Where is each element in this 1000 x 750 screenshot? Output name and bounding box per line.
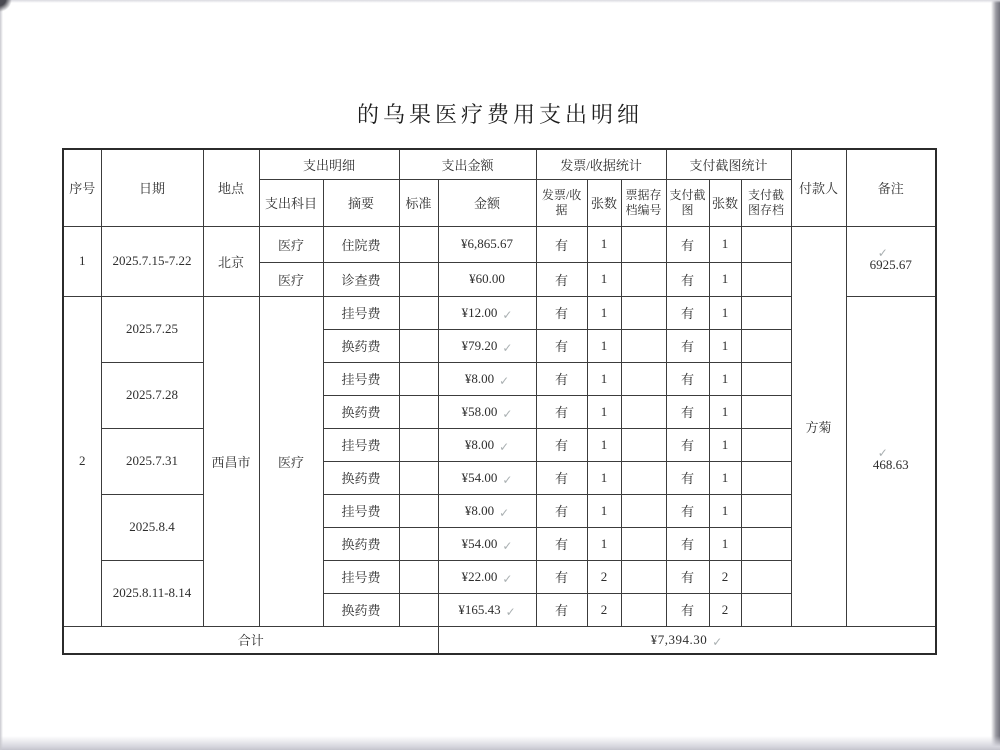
screenshot-cell: 有 bbox=[666, 560, 709, 593]
amount-cell: ¥165.43 ✓ bbox=[438, 593, 536, 626]
invoice-cell: 有 bbox=[536, 329, 587, 362]
screenshot-cell: 有 bbox=[666, 428, 709, 461]
screenshot-cell: 有 bbox=[666, 494, 709, 527]
page-edge-bottom bbox=[0, 736, 1000, 750]
header-screenshot-archive: 支付截图存档 bbox=[741, 179, 791, 226]
screenshot-archive-cell bbox=[741, 560, 791, 593]
amount-cell: ¥12.00 ✓ bbox=[438, 296, 536, 329]
amount-cell: ¥54.00 ✓ bbox=[438, 461, 536, 494]
date-cell: 2025.8.4 bbox=[101, 494, 203, 560]
invoice-archive-cell bbox=[621, 428, 666, 461]
invoice-archive-cell bbox=[621, 560, 666, 593]
screenshot-count-cell: 1 bbox=[709, 262, 741, 296]
screenshot-count-cell: 1 bbox=[709, 494, 741, 527]
document-title: 的乌果医疗费用支出明细 bbox=[356, 102, 643, 127]
check-icon: ✓ bbox=[502, 340, 513, 355]
header-place: 地点 bbox=[203, 149, 259, 226]
seq-cell: 1 bbox=[63, 226, 101, 296]
amount-cell: ¥60.00 bbox=[438, 262, 536, 296]
header-payer: 付款人 bbox=[791, 149, 846, 226]
check-icon: ✓ bbox=[877, 246, 888, 260]
invoice-cell: 有 bbox=[536, 296, 587, 329]
summary-cell: 换药费 bbox=[323, 527, 399, 560]
screenshot-archive-cell bbox=[741, 494, 791, 527]
summary-cell: 住院费 bbox=[323, 226, 399, 262]
amount-cell: ¥8.00 ✓ bbox=[438, 428, 536, 461]
check-icon: ✓ bbox=[502, 406, 513, 421]
invoice-count-cell: 1 bbox=[587, 296, 621, 329]
remark-cell bbox=[846, 296, 936, 626]
standard-cell bbox=[399, 226, 438, 262]
header-screenshot: 支付截图 bbox=[666, 179, 709, 226]
invoice-cell: 有 bbox=[536, 362, 587, 395]
invoice-count-cell: 1 bbox=[587, 494, 621, 527]
summary-cell: 诊查费 bbox=[323, 262, 399, 296]
date-cell: 2025.8.11-8.14 bbox=[101, 560, 203, 626]
standard-cell bbox=[399, 262, 438, 296]
remark-cell bbox=[846, 226, 936, 296]
check-icon: ✓ bbox=[499, 439, 510, 454]
invoice-archive-cell bbox=[621, 296, 666, 329]
category-cell: 医疗 bbox=[259, 226, 323, 262]
screenshot-count-cell: 1 bbox=[709, 428, 741, 461]
screenshot-cell: 有 bbox=[666, 296, 709, 329]
total-row bbox=[63, 626, 936, 654]
screenshot-count-cell: 1 bbox=[709, 527, 741, 560]
standard-cell bbox=[399, 395, 438, 428]
screenshot-count-cell: 1 bbox=[709, 226, 741, 262]
amount-cell: ¥6,865.67 bbox=[438, 226, 536, 262]
place-cell: 北京 bbox=[203, 226, 259, 296]
header-amount: 金额 bbox=[438, 179, 536, 226]
category-cell: 医疗 bbox=[259, 296, 323, 626]
invoice-archive-cell bbox=[621, 329, 666, 362]
total-amount-cell: ¥7,394.30 ✓ bbox=[438, 626, 936, 654]
standard-cell bbox=[399, 560, 438, 593]
screenshot-archive-cell bbox=[741, 593, 791, 626]
seq-cell: 2 bbox=[63, 296, 101, 626]
standard-cell bbox=[399, 527, 438, 560]
invoice-count-cell: 1 bbox=[587, 329, 621, 362]
date-cell: 2025.7.28 bbox=[101, 362, 203, 428]
invoice-count-cell: 2 bbox=[587, 560, 621, 593]
invoice-count-cell: 1 bbox=[587, 527, 621, 560]
screenshot-archive-cell bbox=[741, 428, 791, 461]
header-seq: 序号 bbox=[63, 149, 101, 226]
remark-value: 468.63 bbox=[872, 457, 909, 472]
invoice-count-cell: 1 bbox=[587, 395, 621, 428]
screenshot-cell: 有 bbox=[666, 262, 709, 296]
amount-cell: ¥54.00 ✓ bbox=[438, 527, 536, 560]
amount-cell: ¥8.00 ✓ bbox=[438, 362, 536, 395]
screenshot-archive-cell bbox=[741, 329, 791, 362]
screenshot-archive-cell bbox=[741, 262, 791, 296]
header-remark: 备注 bbox=[846, 149, 936, 226]
invoice-count-cell: 1 bbox=[587, 262, 621, 296]
invoice-cell: 有 bbox=[536, 527, 587, 560]
header-expense-detail-group: 支出明细 bbox=[259, 149, 399, 179]
invoice-cell: 有 bbox=[536, 461, 587, 494]
date-cell: 2025.7.25 bbox=[101, 296, 203, 362]
header-row-groups bbox=[63, 149, 936, 179]
header-screenshot-group: 支付截图统计 bbox=[666, 149, 791, 179]
screenshot-archive-cell bbox=[741, 362, 791, 395]
invoice-archive-cell bbox=[621, 262, 666, 296]
summary-cell: 换药费 bbox=[323, 395, 399, 428]
invoice-archive-cell bbox=[621, 461, 666, 494]
place-cell: 西昌市 bbox=[203, 296, 259, 626]
screenshot-archive-cell bbox=[741, 527, 791, 560]
invoice-count-cell: 1 bbox=[587, 461, 621, 494]
screenshot-count-cell: 1 bbox=[709, 329, 741, 362]
category-cell: 医疗 bbox=[259, 262, 323, 296]
invoice-cell: 有 bbox=[536, 494, 587, 527]
header-sheets-1: 张数 bbox=[587, 179, 621, 226]
check-icon: ✓ bbox=[505, 604, 516, 619]
header-invoice-group: 发票/收据统计 bbox=[536, 149, 666, 179]
invoice-archive-cell bbox=[621, 527, 666, 560]
invoice-count-cell: 1 bbox=[587, 226, 621, 262]
screenshot-cell: 有 bbox=[666, 395, 709, 428]
invoice-archive-cell bbox=[621, 362, 666, 395]
screenshot-archive-cell bbox=[741, 296, 791, 329]
screenshot-archive-cell bbox=[741, 226, 791, 262]
screenshot-cell: 有 bbox=[666, 329, 709, 362]
invoice-cell: 有 bbox=[536, 560, 587, 593]
header-summary: 摘要 bbox=[323, 179, 399, 226]
invoice-cell: 有 bbox=[536, 226, 587, 262]
payer-cell: 方菊 bbox=[791, 226, 846, 626]
invoice-count-cell: 2 bbox=[587, 593, 621, 626]
screenshot-cell: 有 bbox=[666, 527, 709, 560]
check-icon: ✓ bbox=[712, 634, 723, 649]
check-icon: ✓ bbox=[499, 373, 510, 388]
invoice-archive-cell bbox=[621, 226, 666, 262]
invoice-cell: 有 bbox=[536, 395, 587, 428]
header-standard: 标准 bbox=[399, 179, 438, 226]
screenshot-count-cell: 1 bbox=[709, 461, 741, 494]
invoice-archive-cell bbox=[621, 593, 666, 626]
amount-cell: ¥58.00 ✓ bbox=[438, 395, 536, 428]
amount-cell: ¥8.00 ✓ bbox=[438, 494, 536, 527]
standard-cell bbox=[399, 494, 438, 527]
summary-cell: 换药费 bbox=[323, 593, 399, 626]
standard-cell bbox=[399, 362, 438, 395]
screenshot-archive-cell bbox=[741, 461, 791, 494]
invoice-count-cell: 1 bbox=[587, 362, 621, 395]
page-edge-top bbox=[0, 0, 1000, 3]
summary-cell: 换药费 bbox=[323, 329, 399, 362]
invoice-cell: 有 bbox=[536, 593, 587, 626]
screenshot-cell: 有 bbox=[666, 593, 709, 626]
invoice-archive-cell bbox=[621, 494, 666, 527]
header-sheets-2: 张数 bbox=[709, 179, 741, 226]
check-icon: ✓ bbox=[502, 538, 513, 553]
standard-cell bbox=[399, 329, 438, 362]
screenshot-cell: 有 bbox=[666, 461, 709, 494]
amount-cell: ¥79.20 ✓ bbox=[438, 329, 536, 362]
invoice-cell: 有 bbox=[536, 428, 587, 461]
screenshot-count-cell: 2 bbox=[709, 593, 741, 626]
standard-cell bbox=[399, 461, 438, 494]
header-invoice-archive-no: 票据存档编号 bbox=[621, 179, 666, 226]
summary-cell: 挂号费 bbox=[323, 428, 399, 461]
invoice-archive-cell bbox=[621, 395, 666, 428]
invoice-count-cell: 1 bbox=[587, 428, 621, 461]
check-icon: ✓ bbox=[502, 571, 513, 586]
check-icon: ✓ bbox=[877, 446, 888, 460]
check-icon: ✓ bbox=[502, 307, 513, 322]
summary-cell: 挂号费 bbox=[323, 296, 399, 329]
header-expense-amount-group: 支出金额 bbox=[399, 149, 536, 179]
header-date: 日期 bbox=[101, 149, 203, 226]
header-invoice: 发票/收据 bbox=[536, 179, 587, 226]
total-label-cell: 合计 bbox=[63, 626, 438, 654]
screenshot-count-cell: 1 bbox=[709, 395, 741, 428]
screenshot-archive-cell bbox=[741, 395, 791, 428]
summary-cell: 挂号费 bbox=[323, 362, 399, 395]
date-cell: 2025.7.15-7.22 bbox=[101, 226, 203, 296]
standard-cell bbox=[399, 593, 438, 626]
screenshot-count-cell: 1 bbox=[709, 362, 741, 395]
standard-cell bbox=[399, 428, 438, 461]
screenshot-cell: 有 bbox=[666, 362, 709, 395]
check-icon: ✓ bbox=[502, 472, 513, 487]
screenshot-cell: 有 bbox=[666, 226, 709, 262]
screenshot-count-cell: 2 bbox=[709, 560, 741, 593]
invoice-cell: 有 bbox=[536, 262, 587, 296]
standard-cell bbox=[399, 296, 438, 329]
summary-cell: 换药费 bbox=[323, 461, 399, 494]
remark-value: 6925.67 bbox=[869, 257, 912, 272]
table-row bbox=[63, 226, 936, 262]
summary-cell: 挂号费 bbox=[323, 560, 399, 593]
summary-cell: 挂号费 bbox=[323, 494, 399, 527]
amount-cell: ¥22.00 ✓ bbox=[438, 560, 536, 593]
date-cell: 2025.7.31 bbox=[101, 428, 203, 494]
page-corner-mark bbox=[0, 0, 12, 12]
check-icon: ✓ bbox=[499, 505, 510, 520]
expense-table bbox=[62, 148, 937, 655]
header-expense-category: 支出科目 bbox=[259, 179, 323, 226]
screenshot-count-cell: 1 bbox=[709, 296, 741, 329]
